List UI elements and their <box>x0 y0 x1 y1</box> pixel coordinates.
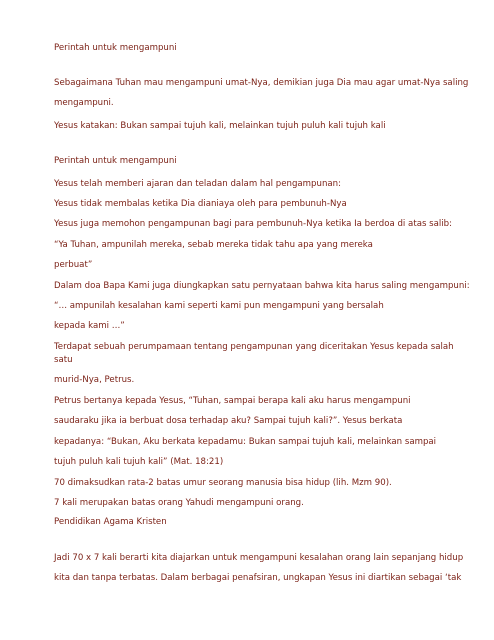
paragraph-line: kepadanya: “Bukan, Aku berkata kepadamu: Bukan sampai tujuh kali, melainkan sampai <box>54 437 437 447</box>
heading-perintah-1: Perintah untuk mengampuni <box>54 43 177 53</box>
section-label: Pendidikan Agama Kristen <box>54 517 167 527</box>
paragraph-line: 70 dimaksudkan rata-2 batas umur seorang manusia bisa hidup (lih. Mzm 90). <box>54 478 392 488</box>
paragraph-line: Yesus katakan: Bukan sampai tujuh kali, melainkan tujuh puluh kali tujuh kali <box>54 121 386 131</box>
paragraph-line: Yesus tidak membalas ketika Dia dianiaya oleh para pembunuh-Nya <box>54 199 347 209</box>
quote-line: perbuat” <box>54 260 93 270</box>
quote-line: “… ampunilah kesalahan kami seperti kami pun mengampuni yang bersalah <box>54 301 384 311</box>
paragraph-line: Yesus telah memberi ajaran dan teladan dalam hal pengampunan: <box>54 179 341 189</box>
paragraph-line: saudaraku jika ia berbuat dosa terhadap aku? Sampai tujuh kali?”. Yesus berkata <box>54 416 403 426</box>
quote-line: kepada kami …” <box>54 321 125 331</box>
paragraph-line: Jadi 70 x 7 kali berarti kita diajarkan untuk mengampuni kesalahan orang lain sepanjang hidup <box>54 553 464 563</box>
heading-perintah-2: Perintah untuk mengampuni <box>54 156 177 166</box>
paragraph-line: Terdapat sebuah perumpamaan tentang pengampunan yang diceritakan Yesus kepada salah <box>54 342 454 352</box>
paragraph-line: Dalam doa Bapa Kami juga diungkapkan satu pernyataan bahwa kita harus saling mengampuni: <box>54 281 470 291</box>
paragraph-line: Sebagaimana Tuhan mau mengampuni umat-Nya, demikian juga Dia mau agar umat-Nya saling <box>54 78 469 88</box>
quote-line: “Ya Tuhan, ampunilah mereka, sebab mereka tidak tahu apa yang mereka <box>54 240 373 250</box>
paragraph-line: murid-Nya, Petrus. <box>54 375 135 385</box>
paragraph-line: Petrus bertanya kepada Yesus, “Tuhan, sampai berapa kali aku harus mengampuni <box>54 396 411 406</box>
paragraph-line: satu <box>54 355 73 365</box>
paragraph-line: tujuh puluh kali tujuh kali” (Mat. 18:21) <box>54 457 224 467</box>
paragraph-line: kita dan tanpa terbatas. Dalam berbagai penafsiran, ungkapan Yesus ini diartikan sebagai ‘tak <box>54 573 462 583</box>
paragraph-line: 7 kali merupakan batas orang Yahudi mengampuni orang. <box>54 498 304 508</box>
paragraph-line: mengampuni. <box>54 98 114 108</box>
paragraph-line: Yesus juga memohon pengampunan bagi para pembunuh-Nya ketika Ia berdoa di atas salib: <box>54 219 453 229</box>
